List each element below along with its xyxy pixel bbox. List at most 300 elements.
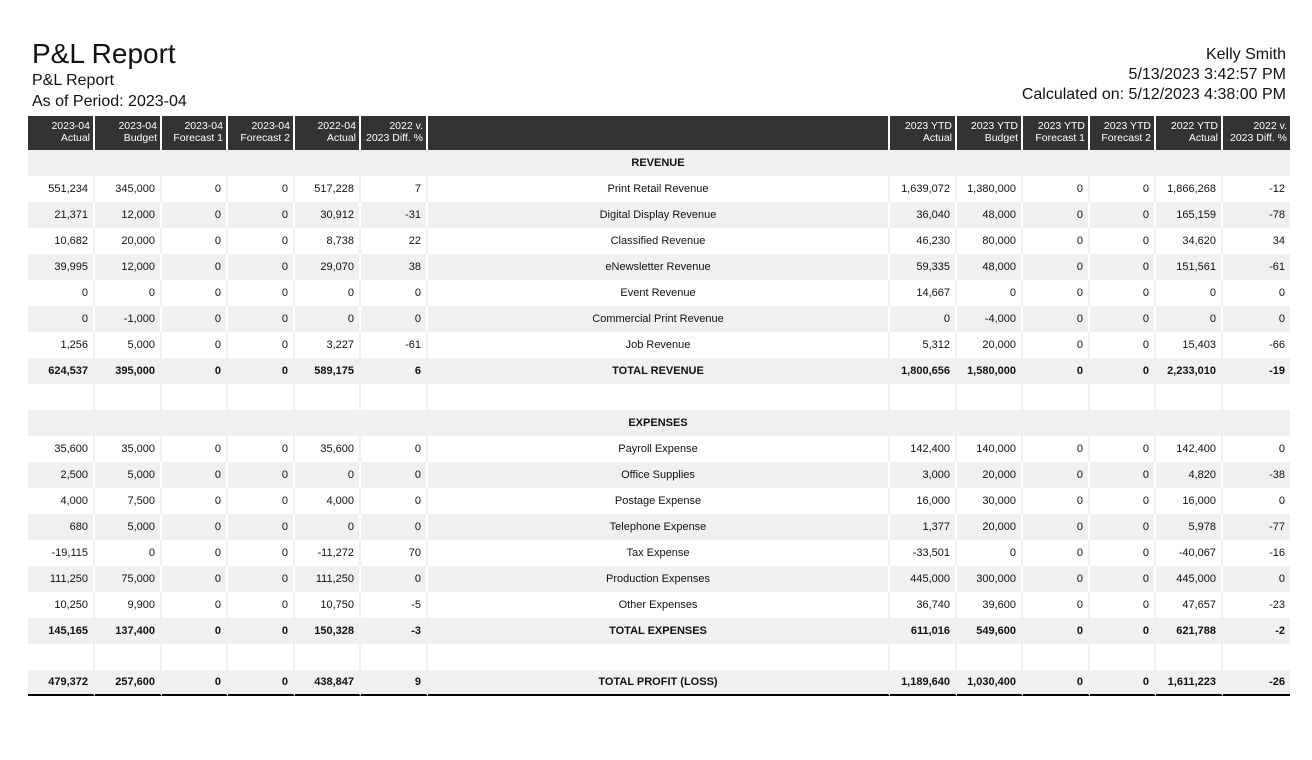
- column-header: [428, 116, 890, 150]
- pl-table: [28, 116, 1290, 696]
- value-cell: -3: [361, 618, 428, 644]
- value-cell: 142,400: [1156, 436, 1223, 462]
- value-cell: 0: [1023, 488, 1090, 514]
- column-header: [1090, 116, 1156, 150]
- empty-cell: [28, 410, 95, 436]
- value-cell: 7: [361, 176, 428, 202]
- report-period: As of Period: 2023-04: [32, 93, 187, 110]
- value-cell: 0: [228, 202, 295, 228]
- value-cell: 151,561: [1156, 254, 1223, 280]
- value-cell: 2,233,010: [1156, 358, 1223, 384]
- value-cell: 20,000: [957, 514, 1023, 540]
- empty-cell: [1090, 384, 1156, 410]
- value-cell: -31: [361, 202, 428, 228]
- value-cell: -2: [1223, 618, 1290, 644]
- value-cell: -19: [1223, 358, 1290, 384]
- report-header: [32, 38, 187, 112]
- row-label: Postage Expense: [428, 488, 890, 514]
- value-cell: 16,000: [890, 488, 957, 514]
- value-cell: 0: [228, 436, 295, 462]
- value-cell: 39,600: [957, 592, 1023, 618]
- value-cell: 0: [1023, 228, 1090, 254]
- value-cell: 0: [228, 280, 295, 306]
- empty-cell: [1223, 384, 1290, 410]
- empty-cell: [361, 384, 428, 410]
- empty-cell: [162, 150, 228, 176]
- value-cell: -5: [361, 592, 428, 618]
- value-cell: 0: [228, 488, 295, 514]
- value-cell: 46,230: [890, 228, 957, 254]
- value-cell: 0: [228, 670, 295, 696]
- value-cell: 0: [162, 228, 228, 254]
- row-label: Telephone Expense: [428, 514, 890, 540]
- value-cell: 0: [162, 176, 228, 202]
- section-header-row: [28, 150, 1290, 176]
- column-header-line2: Forecast 2: [1101, 132, 1151, 144]
- value-cell: 38: [361, 254, 428, 280]
- empty-cell: [890, 384, 957, 410]
- column-header-line2: Forecast 1: [1035, 132, 1085, 144]
- value-cell: -1,000: [95, 306, 162, 332]
- value-cell: 10,682: [28, 228, 95, 254]
- value-cell: 0: [162, 436, 228, 462]
- value-cell: -66: [1223, 332, 1290, 358]
- row-label: TOTAL REVENUE: [428, 358, 890, 384]
- row-label: Production Expenses: [428, 566, 890, 592]
- row-label: Tax Expense: [428, 540, 890, 566]
- value-cell: 0: [1156, 306, 1223, 332]
- value-cell: 0: [162, 540, 228, 566]
- value-cell: 48,000: [957, 254, 1023, 280]
- value-cell: -12: [1223, 176, 1290, 202]
- column-header: [28, 116, 95, 150]
- empty-cell: [957, 644, 1023, 670]
- column-header-line2: Actual: [60, 132, 90, 144]
- value-cell: 0: [1023, 566, 1090, 592]
- value-cell: 0: [228, 176, 295, 202]
- empty-cell: [162, 410, 228, 436]
- value-cell: 0: [1090, 306, 1156, 332]
- value-cell: 0: [1023, 670, 1090, 696]
- section-header-row: [28, 410, 1290, 436]
- empty-cell: [228, 384, 295, 410]
- column-header: [162, 116, 228, 150]
- value-cell: 0: [228, 592, 295, 618]
- column-header-line2: 2023 Diff. %: [365, 132, 423, 144]
- value-cell: 0: [162, 618, 228, 644]
- empty-cell: [295, 384, 361, 410]
- value-cell: -16: [1223, 540, 1290, 566]
- column-header: [361, 116, 428, 150]
- value-cell: 0: [228, 332, 295, 358]
- value-cell: 0: [1023, 592, 1090, 618]
- empty-cell: [162, 644, 228, 670]
- column-header-line2: Budget: [984, 132, 1018, 144]
- value-cell: 5,000: [95, 462, 162, 488]
- empty-cell: [1156, 410, 1223, 436]
- value-cell: 0: [1023, 254, 1090, 280]
- empty-cell: [295, 150, 361, 176]
- value-cell: 0: [1023, 306, 1090, 332]
- table-row: [28, 332, 1290, 358]
- value-cell: 0: [228, 566, 295, 592]
- value-cell: 300,000: [957, 566, 1023, 592]
- value-cell: 21,371: [28, 202, 95, 228]
- table-row: [28, 202, 1290, 228]
- value-cell: -33,501: [890, 540, 957, 566]
- column-header-line1: 2022 YTD: [1170, 120, 1218, 132]
- value-cell: 165,159: [1156, 202, 1223, 228]
- value-cell: 621,788: [1156, 618, 1223, 644]
- value-cell: 10,250: [28, 592, 95, 618]
- column-header: [1156, 116, 1223, 150]
- empty-cell: [957, 410, 1023, 436]
- value-cell: 0: [1223, 306, 1290, 332]
- value-cell: 36,040: [890, 202, 957, 228]
- value-cell: 0: [162, 280, 228, 306]
- section-label: REVENUE: [428, 150, 890, 176]
- column-header-line1: 2023-04: [184, 120, 223, 132]
- value-cell: 1,256: [28, 332, 95, 358]
- value-cell: 35,000: [95, 436, 162, 462]
- value-cell: 0: [162, 306, 228, 332]
- empty-cell: [1090, 410, 1156, 436]
- value-cell: 2,500: [28, 462, 95, 488]
- value-cell: 1,639,072: [890, 176, 957, 202]
- value-cell: 0: [1023, 202, 1090, 228]
- value-cell: 9,900: [95, 592, 162, 618]
- column-header: [957, 116, 1023, 150]
- value-cell: 15,403: [1156, 332, 1223, 358]
- row-label: TOTAL EXPENSES: [428, 618, 890, 644]
- value-cell: 0: [228, 228, 295, 254]
- value-cell: 549,600: [957, 618, 1023, 644]
- value-cell: 5,000: [95, 332, 162, 358]
- value-cell: 0: [295, 462, 361, 488]
- value-cell: 1,030,400: [957, 670, 1023, 696]
- value-cell: 0: [162, 202, 228, 228]
- value-cell: 47,657: [1156, 592, 1223, 618]
- empty-cell: [361, 410, 428, 436]
- column-header-line1: 2023 YTD: [970, 120, 1018, 132]
- value-cell: 0: [1023, 462, 1090, 488]
- value-cell: 29,070: [295, 254, 361, 280]
- column-header-line1: 2022-04: [317, 120, 356, 132]
- value-cell: 517,228: [295, 176, 361, 202]
- value-cell: -40,067: [1156, 540, 1223, 566]
- value-cell: 145,165: [28, 618, 95, 644]
- value-cell: -38: [1223, 462, 1290, 488]
- value-cell: 0: [162, 566, 228, 592]
- value-cell: 0: [1023, 436, 1090, 462]
- empty-cell: [1156, 150, 1223, 176]
- value-cell: 0: [162, 488, 228, 514]
- value-cell: 3,000: [890, 462, 957, 488]
- value-cell: 1,377: [890, 514, 957, 540]
- value-cell: 0: [1090, 228, 1156, 254]
- value-cell: 0: [228, 618, 295, 644]
- value-cell: 0: [1090, 436, 1156, 462]
- empty-cell: [95, 150, 162, 176]
- empty-cell: [95, 384, 162, 410]
- value-cell: 111,250: [295, 566, 361, 592]
- user-name: Kelly Smith: [1205, 46, 1286, 63]
- row-label: Job Revenue: [428, 332, 890, 358]
- value-cell: 624,537: [28, 358, 95, 384]
- value-cell: 589,175: [295, 358, 361, 384]
- column-header: [95, 116, 162, 150]
- value-cell: 10,750: [295, 592, 361, 618]
- empty-cell: [28, 384, 95, 410]
- empty-cell: [1023, 410, 1090, 436]
- value-cell: 1,380,000: [957, 176, 1023, 202]
- row-label: Office Supplies: [428, 462, 890, 488]
- empty-cell: [1090, 644, 1156, 670]
- report-title: P&L Report: [32, 38, 176, 69]
- value-cell: 0: [1090, 618, 1156, 644]
- column-header-line1: 2022 v.: [389, 120, 423, 132]
- empty-cell: [1223, 150, 1290, 176]
- grand-total-row: [28, 670, 1290, 696]
- value-cell: -61: [361, 332, 428, 358]
- row-label: Other Expenses: [428, 592, 890, 618]
- value-cell: 680: [28, 514, 95, 540]
- value-cell: 14,667: [890, 280, 957, 306]
- value-cell: 30,000: [957, 488, 1023, 514]
- value-cell: -19,115: [28, 540, 95, 566]
- row-label: TOTAL PROFIT (LOSS): [428, 670, 890, 696]
- value-cell: 0: [1223, 566, 1290, 592]
- value-cell: 0: [228, 540, 295, 566]
- value-cell: 1,580,000: [957, 358, 1023, 384]
- value-cell: 395,000: [95, 358, 162, 384]
- value-cell: 7,500: [95, 488, 162, 514]
- empty-cell: [428, 644, 890, 670]
- value-cell: 0: [28, 306, 95, 332]
- value-cell: 4,820: [1156, 462, 1223, 488]
- table-row: [28, 306, 1290, 332]
- empty-cell: [1223, 644, 1290, 670]
- value-cell: 8,738: [295, 228, 361, 254]
- value-cell: 22: [361, 228, 428, 254]
- value-cell: 551,234: [28, 176, 95, 202]
- value-cell: 0: [162, 254, 228, 280]
- value-cell: -26: [1223, 670, 1290, 696]
- column-header-line1: 2023 YTD: [1103, 120, 1151, 132]
- value-cell: 16,000: [1156, 488, 1223, 514]
- value-cell: 0: [162, 462, 228, 488]
- column-header-line1: 2022 v.: [1253, 120, 1287, 132]
- value-cell: 0: [1090, 462, 1156, 488]
- value-cell: 35,600: [28, 436, 95, 462]
- value-cell: 30,912: [295, 202, 361, 228]
- empty-cell: [295, 644, 361, 670]
- value-cell: 0: [1090, 358, 1156, 384]
- empty-cell: [95, 644, 162, 670]
- value-cell: 0: [295, 280, 361, 306]
- value-cell: 479,372: [28, 670, 95, 696]
- value-cell: 0: [1090, 566, 1156, 592]
- empty-cell: [361, 644, 428, 670]
- value-cell: 0: [361, 514, 428, 540]
- empty-cell: [1223, 410, 1290, 436]
- value-cell: -11,272: [295, 540, 361, 566]
- value-cell: 4,000: [28, 488, 95, 514]
- value-cell: -4,000: [957, 306, 1023, 332]
- empty-cell: [957, 384, 1023, 410]
- row-label: Digital Display Revenue: [428, 202, 890, 228]
- value-cell: 0: [1223, 280, 1290, 306]
- column-header-line2: 2023 Diff. %: [1229, 132, 1287, 144]
- table-body: [28, 150, 1290, 696]
- report-timestamp: 5/13/2023 3:42:57 PM: [1128, 66, 1286, 83]
- value-cell: 20,000: [957, 462, 1023, 488]
- row-label: eNewsletter Revenue: [428, 254, 890, 280]
- value-cell: 0: [28, 280, 95, 306]
- value-cell: 0: [1023, 176, 1090, 202]
- empty-cell: [890, 150, 957, 176]
- value-cell: 0: [1156, 280, 1223, 306]
- value-cell: 137,400: [95, 618, 162, 644]
- spacer-row: [28, 644, 1290, 670]
- column-header: [228, 116, 295, 150]
- value-cell: 5,312: [890, 332, 957, 358]
- empty-cell: [890, 410, 957, 436]
- empty-cell: [890, 644, 957, 670]
- table-row: [28, 566, 1290, 592]
- value-cell: 0: [361, 462, 428, 488]
- value-cell: 0: [361, 436, 428, 462]
- value-cell: 5,000: [95, 514, 162, 540]
- value-cell: 0: [361, 488, 428, 514]
- row-label: Commercial Print Revenue: [428, 306, 890, 332]
- column-header-line2: Actual: [1188, 132, 1218, 144]
- empty-cell: [1156, 644, 1223, 670]
- value-cell: 0: [95, 280, 162, 306]
- empty-cell: [1090, 150, 1156, 176]
- empty-cell: [361, 150, 428, 176]
- table-row: [28, 176, 1290, 202]
- column-header-line2: Forecast 1: [173, 132, 223, 144]
- value-cell: 0: [295, 306, 361, 332]
- value-cell: 445,000: [890, 566, 957, 592]
- report-subtitle: P&L Report: [32, 72, 115, 89]
- value-cell: 1,866,268: [1156, 176, 1223, 202]
- value-cell: 345,000: [95, 176, 162, 202]
- column-header: [1223, 116, 1290, 150]
- column-header-line1: 2023-04: [251, 120, 290, 132]
- value-cell: 0: [957, 540, 1023, 566]
- column-header-line2: Actual: [326, 132, 356, 144]
- value-cell: 9: [361, 670, 428, 696]
- column-header-line1: 2023 YTD: [1037, 120, 1085, 132]
- value-cell: -23: [1223, 592, 1290, 618]
- value-cell: 0: [1090, 488, 1156, 514]
- value-cell: 140,000: [957, 436, 1023, 462]
- value-cell: -61: [1223, 254, 1290, 280]
- value-cell: 0: [1090, 670, 1156, 696]
- table-row: [28, 228, 1290, 254]
- value-cell: 0: [162, 332, 228, 358]
- value-cell: 20,000: [957, 332, 1023, 358]
- value-cell: 0: [361, 306, 428, 332]
- value-cell: 0: [1023, 332, 1090, 358]
- empty-cell: [428, 384, 890, 410]
- table-row: [28, 436, 1290, 462]
- value-cell: 445,000: [1156, 566, 1223, 592]
- value-cell: 48,000: [957, 202, 1023, 228]
- value-cell: 39,995: [28, 254, 95, 280]
- value-cell: 0: [957, 280, 1023, 306]
- column-header-line1: 2023 YTD: [904, 120, 952, 132]
- value-cell: 0: [95, 540, 162, 566]
- value-cell: 3,227: [295, 332, 361, 358]
- value-cell: 0: [1090, 514, 1156, 540]
- value-cell: -77: [1223, 514, 1290, 540]
- value-cell: 35,600: [295, 436, 361, 462]
- value-cell: 70: [361, 540, 428, 566]
- value-cell: 75,000: [95, 566, 162, 592]
- row-label: Payroll Expense: [428, 436, 890, 462]
- value-cell: -78: [1223, 202, 1290, 228]
- value-cell: 36,740: [890, 592, 957, 618]
- value-cell: 0: [1090, 280, 1156, 306]
- column-header-line1: 2023-04: [51, 120, 90, 132]
- value-cell: 0: [890, 306, 957, 332]
- value-cell: 0: [228, 306, 295, 332]
- value-cell: 0: [1023, 280, 1090, 306]
- empty-cell: [228, 150, 295, 176]
- value-cell: 5,978: [1156, 514, 1223, 540]
- column-header-line2: Actual: [922, 132, 952, 144]
- value-cell: 80,000: [957, 228, 1023, 254]
- value-cell: 34,620: [1156, 228, 1223, 254]
- row-label: Event Revenue: [428, 280, 890, 306]
- empty-cell: [957, 150, 1023, 176]
- report-meta: [1022, 45, 1286, 105]
- table-row: [28, 488, 1290, 514]
- value-cell: 0: [162, 670, 228, 696]
- value-cell: 0: [228, 462, 295, 488]
- table-row: [28, 462, 1290, 488]
- value-cell: 0: [162, 358, 228, 384]
- value-cell: 0: [1090, 540, 1156, 566]
- value-cell: 1,189,640: [890, 670, 957, 696]
- value-cell: 111,250: [28, 566, 95, 592]
- value-cell: 0: [1023, 514, 1090, 540]
- empty-cell: [228, 644, 295, 670]
- empty-cell: [95, 410, 162, 436]
- value-cell: 0: [295, 514, 361, 540]
- value-cell: 438,847: [295, 670, 361, 696]
- empty-cell: [28, 150, 95, 176]
- value-cell: 4,000: [295, 488, 361, 514]
- empty-cell: [1023, 644, 1090, 670]
- empty-cell: [1023, 384, 1090, 410]
- value-cell: 59,335: [890, 254, 957, 280]
- value-cell: 0: [361, 280, 428, 306]
- table-row: [28, 254, 1290, 280]
- value-cell: 0: [361, 566, 428, 592]
- value-cell: 1,611,223: [1156, 670, 1223, 696]
- value-cell: 0: [1023, 618, 1090, 644]
- value-cell: 1,800,656: [890, 358, 957, 384]
- table-row: [28, 592, 1290, 618]
- row-label: Classified Revenue: [428, 228, 890, 254]
- empty-cell: [1156, 384, 1223, 410]
- value-cell: 0: [162, 592, 228, 618]
- value-cell: 142,400: [890, 436, 957, 462]
